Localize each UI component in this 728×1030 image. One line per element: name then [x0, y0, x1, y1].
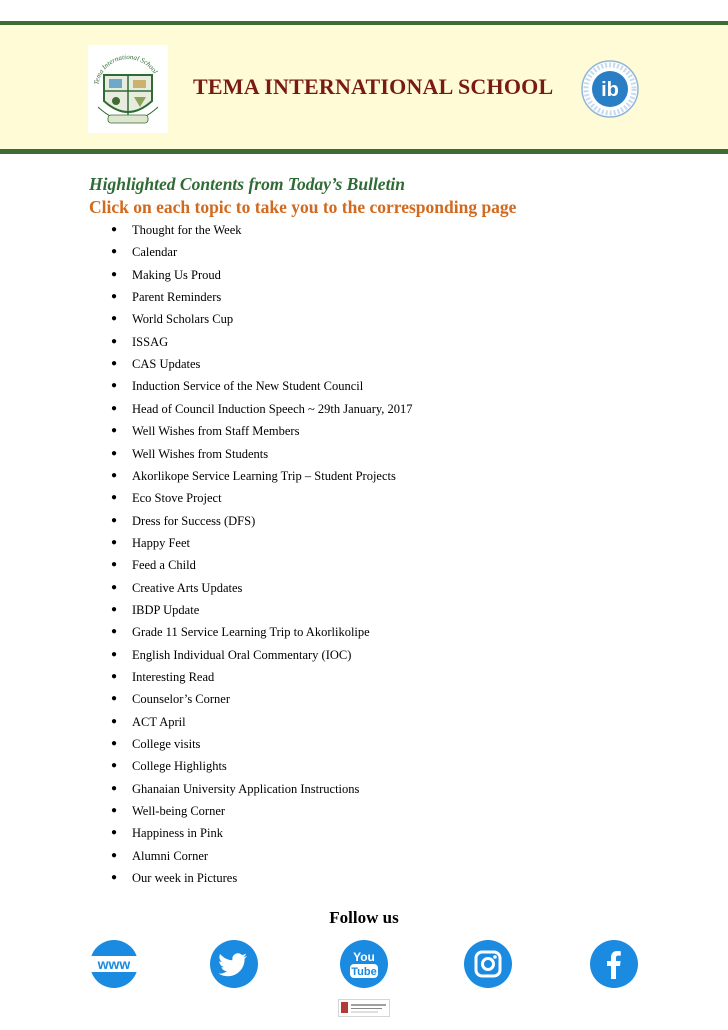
topic-label[interactable]: Creative Arts Updates — [132, 580, 243, 595]
topic-link-item[interactable] — [0, 488, 560, 508]
bullet-icon: ● — [111, 671, 118, 682]
svg-text:ib: ib — [601, 79, 619, 101]
topic-label[interactable]: Happiness in Pink — [132, 826, 223, 841]
topic-link-item[interactable] — [0, 667, 560, 687]
bullet-icon: ● — [111, 827, 118, 839]
bullet-icon: ● — [111, 738, 118, 750]
bullet-icon: ● — [111, 425, 118, 437]
topic-label[interactable]: Alumni Corner — [132, 848, 209, 863]
instagram-link[interactable] — [463, 939, 513, 989]
topic-link-item[interactable] — [0, 242, 560, 262]
topic-link-item[interactable] — [0, 265, 560, 285]
topic-label[interactable]: Well-being Corner — [132, 804, 226, 819]
topic-label[interactable]: Calendar — [132, 245, 178, 260]
topic-label[interactable]: Interesting Read — [132, 670, 215, 684]
bullet-icon: ● — [111, 313, 118, 325]
topic-label[interactable]: Dress for Success (DFS) — [132, 513, 256, 528]
bullet-icon: ● — [111, 715, 118, 727]
topic-label[interactable]: IBDP Update — [132, 602, 200, 617]
topic-label[interactable]: Thought for the Week — [132, 223, 242, 237]
topic-link-item[interactable] — [0, 444, 560, 464]
topic-label[interactable]: Feed a Child — [132, 558, 196, 573]
bullet-icon: ● — [111, 447, 118, 459]
bullet-icon: ● — [111, 246, 118, 258]
topic-link-item[interactable] — [0, 689, 560, 709]
youtube-link[interactable] — [339, 939, 389, 989]
bullet-icon: ● — [111, 581, 118, 593]
topic-link-item[interactable] — [0, 466, 560, 486]
topic-label[interactable]: English Individual Oral Commentary (IOC) — [132, 647, 352, 662]
bullet-icon: ● — [111, 514, 118, 526]
bullet-icon: ● — [111, 469, 118, 481]
twitter-link[interactable] — [209, 939, 259, 989]
topic-link-item[interactable] — [0, 756, 560, 776]
bullet-icon: ● — [111, 291, 118, 303]
topic-link-item[interactable] — [0, 309, 560, 329]
bullet-icon: ● — [111, 805, 118, 817]
click-topic-instruction: Click on each topic to take you to the corresponding page — [89, 197, 517, 217]
bullet-icon: ● — [111, 782, 118, 794]
topic-label[interactable]: ACT April — [132, 714, 186, 729]
header-banner — [0, 21, 728, 154]
school-crest-logo — [88, 45, 168, 133]
svg-text:Tema International School: Tema International School — [92, 52, 160, 86]
bullet-icon: ● — [111, 268, 118, 280]
topic-link-item[interactable] — [0, 801, 560, 821]
instagram-icon — [463, 939, 513, 989]
facebook-icon — [589, 939, 639, 989]
topic-link-item[interactable] — [0, 622, 560, 642]
globe-www-icon — [89, 939, 139, 989]
svg-text:You: You — [353, 950, 375, 964]
topic-label[interactable]: ISSAG — [132, 334, 169, 349]
bullet-icon: ● — [111, 380, 118, 392]
topic-link-item[interactable] — [0, 555, 560, 575]
topic-label[interactable]: Well Wishes from Students — [132, 446, 269, 461]
facebook-link[interactable] — [589, 939, 639, 989]
bullet-icon: ● — [111, 849, 118, 861]
school-name: TEMA INTERNATIONAL SCHOOL — [193, 74, 554, 99]
topic-label[interactable]: College Highlights — [132, 759, 227, 774]
ib-world-school-logo — [580, 58, 640, 120]
highlighted-contents-heading: Highlighted Contents from Today’s Bulletin — [89, 174, 406, 194]
bullet-icon: ● — [111, 492, 118, 504]
topic-link-item[interactable] — [0, 220, 560, 240]
topic-link-item[interactable] — [0, 734, 560, 754]
topic-link-item[interactable] — [0, 600, 560, 620]
bullet-icon: ● — [111, 358, 118, 370]
bullet-icon: ● — [111, 603, 118, 615]
topic-label[interactable]: Eco Stove Project — [132, 491, 222, 506]
bullet-icon: ● — [111, 648, 118, 660]
topic-label[interactable]: Induction Service of the New Student Council — [132, 379, 364, 394]
topic-link-item[interactable] — [0, 287, 560, 307]
topic-label[interactable]: World Scholars Cup — [132, 312, 234, 327]
youtube-icon — [339, 939, 389, 989]
topic-link-item[interactable] — [0, 376, 560, 396]
twitter-icon — [209, 939, 259, 989]
bullet-icon: ● — [111, 872, 118, 884]
svg-text:www: www — [97, 956, 131, 972]
topic-label[interactable]: Akorlikope Service Learning Trip – Student Projects — [132, 468, 396, 483]
topic-label[interactable]: Ghanaian University Application Instructions — [132, 781, 360, 796]
topic-label[interactable]: Parent Reminders — [132, 290, 222, 305]
svg-text:Tube: Tube — [351, 966, 377, 978]
topic-link-item[interactable] — [0, 399, 560, 419]
topic-link-item[interactable] — [0, 578, 560, 598]
topic-label[interactable]: Grade 11 Service Learning Trip to Akorlikolipe — [132, 625, 370, 640]
bullet-icon: ● — [111, 626, 118, 638]
bullet-icon: ● — [111, 536, 118, 548]
bullet-icon: ● — [111, 559, 118, 571]
topic-link-item[interactable] — [0, 868, 560, 888]
cambridge-international-logo — [338, 999, 390, 1017]
topic-label[interactable]: Counselor’s Corner — [132, 692, 231, 707]
topic-link-item[interactable] — [0, 645, 560, 665]
topic-label[interactable]: Well Wishes from Staff Members — [132, 424, 300, 439]
topic-label[interactable]: Making Us Proud — [132, 267, 221, 282]
topic-link-item[interactable] — [0, 421, 560, 441]
bullet-icon: ● — [111, 335, 118, 347]
website-link[interactable] — [89, 939, 139, 989]
topic-label[interactable]: Happy Feet — [132, 535, 190, 550]
topic-link-item[interactable] — [0, 823, 560, 843]
bullet-icon: ● — [111, 402, 118, 414]
topic-link-item[interactable] — [0, 511, 560, 531]
topic-link-item[interactable] — [0, 332, 560, 352]
topic-label[interactable]: College visits — [132, 737, 201, 752]
bullet-icon: ● — [111, 693, 118, 705]
topic-label[interactable]: Our week in Pictures — [132, 871, 238, 886]
bullet-icon: ● — [111, 760, 118, 772]
topic-label[interactable]: Head of Council Induction Speech ~ 29th January, 2017 — [132, 401, 413, 416]
topic-label[interactable]: CAS Updates — [132, 357, 201, 372]
bullet-icon: ● — [111, 224, 118, 235]
topic-link-item[interactable] — [0, 779, 560, 799]
follow-us-heading: Follow us — [329, 908, 399, 927]
topic-link-item[interactable] — [0, 846, 560, 866]
topic-link-item[interactable] — [0, 712, 560, 732]
topic-link-item[interactable] — [0, 354, 560, 374]
topic-link-item[interactable] — [0, 533, 560, 553]
